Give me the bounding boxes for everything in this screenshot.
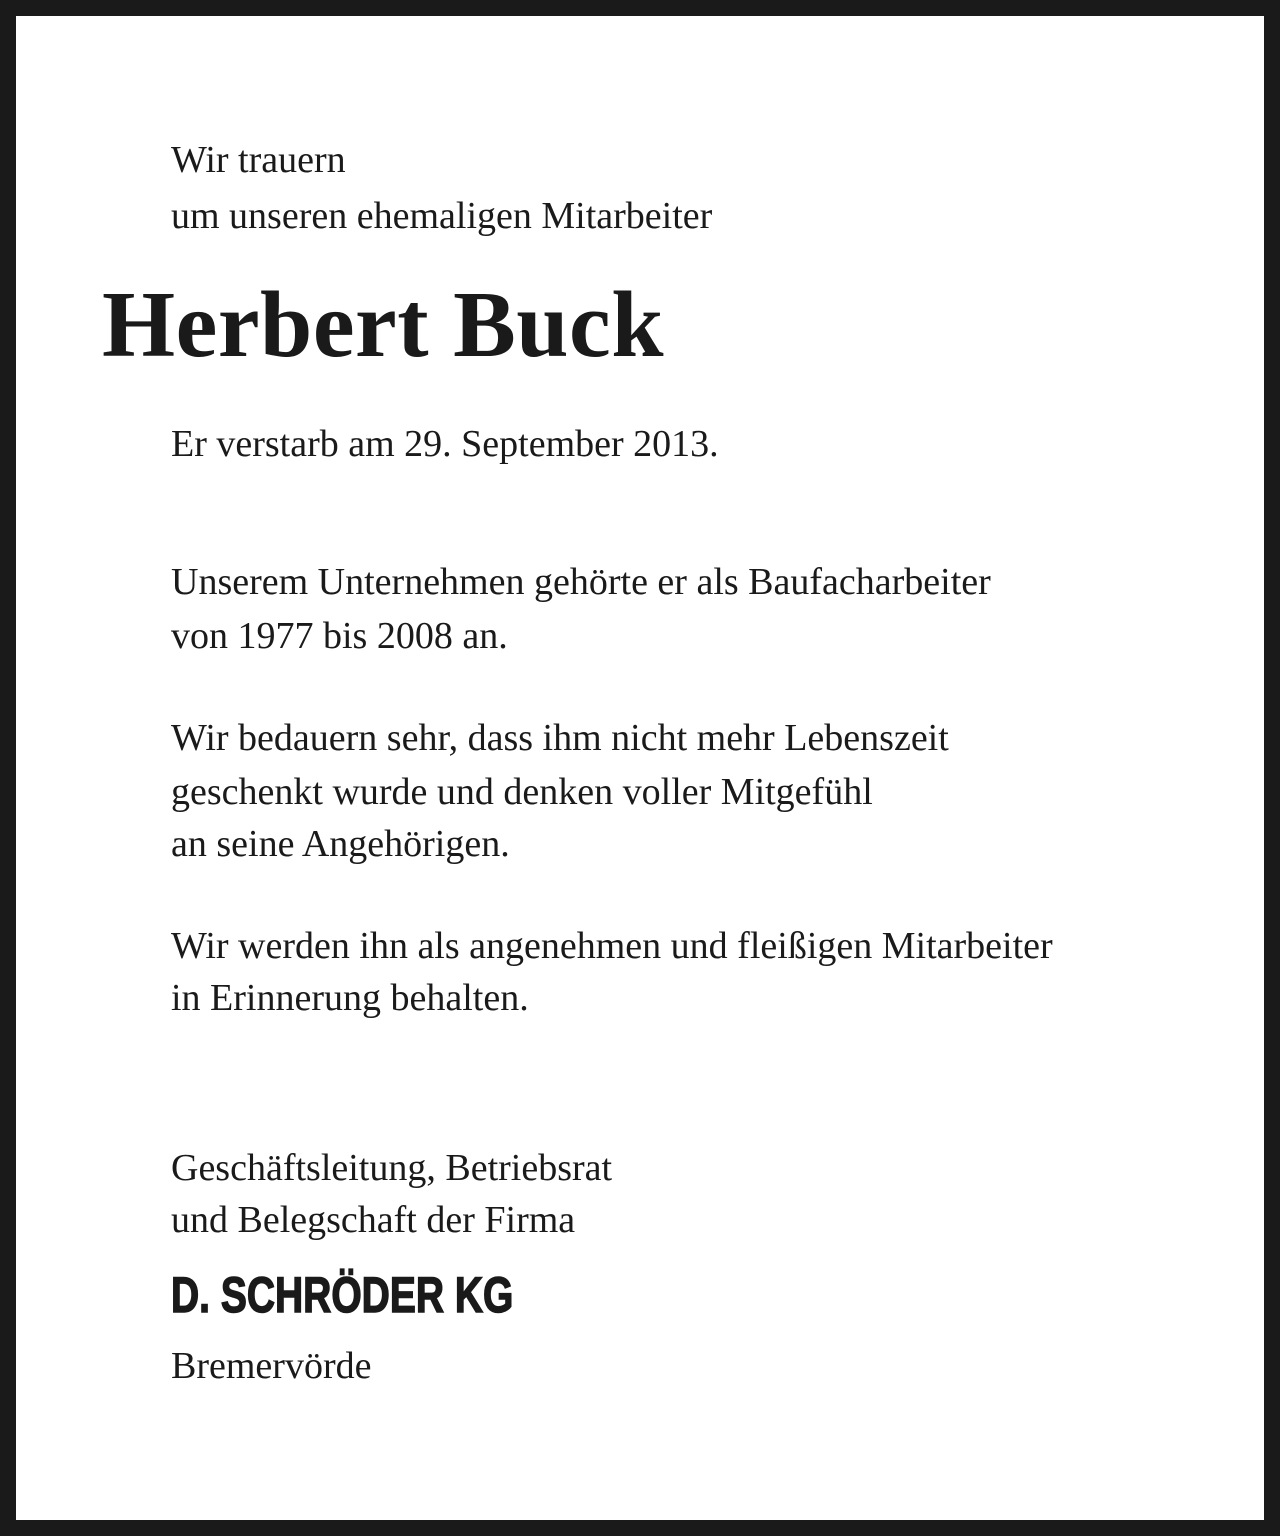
death-date-line: Er verstarb am 29. September 2013. xyxy=(171,423,719,465)
memory-line-2: in Erinnerung behalten. xyxy=(171,977,529,1019)
memory-line-1: Wir werden ihn als angenehmen und fleißigen Mitarbeiter xyxy=(171,925,1053,967)
company-name: D. SCHRÖDER KG xyxy=(171,1267,514,1323)
regret-line-3: an seine Angehörigen. xyxy=(171,823,510,865)
signature-line-2: und Belegschaft der Firma xyxy=(171,1199,576,1241)
employment-line-1: Unserem Unternehmen gehörte er als Baufacharbeiter xyxy=(171,561,991,603)
intro-line-2: um unseren ehemaligen Mitarbeiter xyxy=(171,195,713,237)
employment-line-2: von 1977 bis 2008 an. xyxy=(171,615,508,657)
regret-line-2: geschenkt wurde und denken voller Mitgefühl xyxy=(171,771,873,813)
company-location: Bremervörde xyxy=(171,1345,372,1387)
regret-line-1: Wir bedauern sehr, dass ihm nicht mehr Lebenszeit xyxy=(171,717,949,759)
intro-line-1: Wir trauern xyxy=(171,139,346,181)
deceased-name: Herbert Buck xyxy=(102,273,665,377)
signature-line-1: Geschäftsleitung, Betriebsrat xyxy=(171,1147,613,1189)
